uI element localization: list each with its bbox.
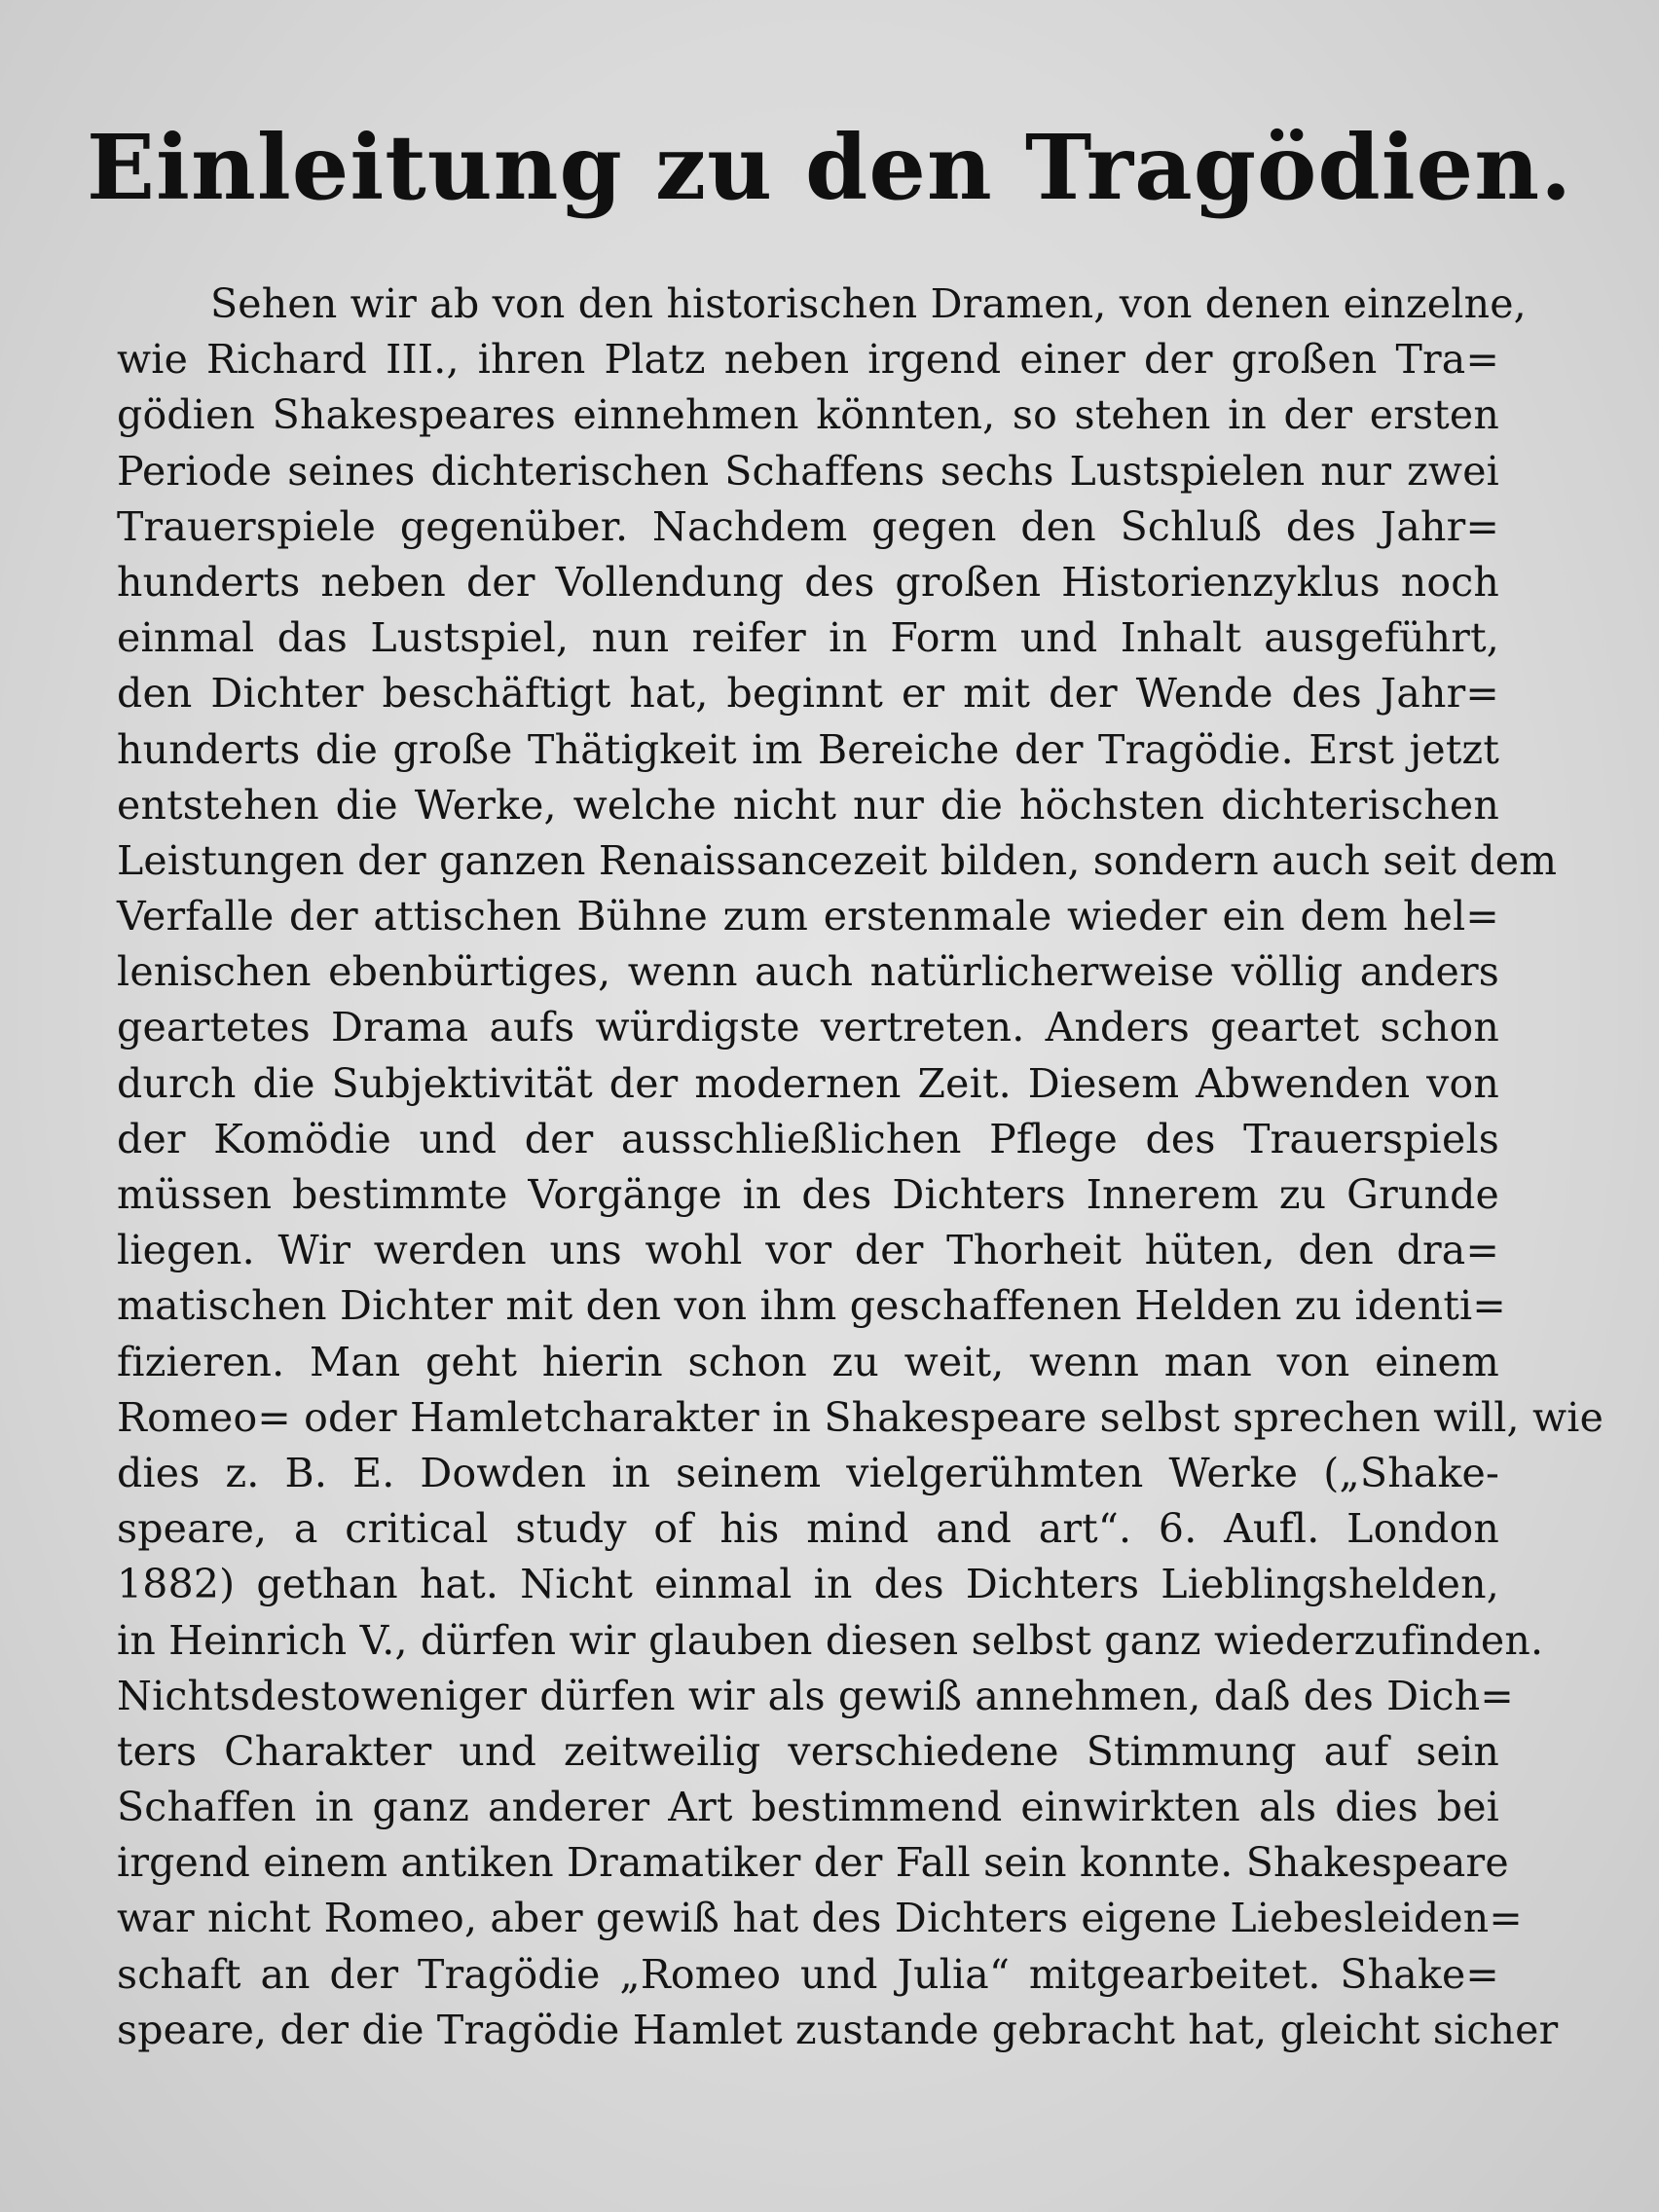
text-line: müssen bestimmte Vorgänge in des Dichters Innerem zu Grunde (117, 1171, 1499, 1218)
text-line: gödien Shakespeares einnehmen könnten, so stehen in der ersten (117, 391, 1499, 439)
text-line: 1882) gethan hat. Nicht einmal in des Dichters Lieblingshelden, (117, 1561, 1499, 1608)
text-line: Periode seines dichterischen Schaffens sechs Lustspielen nur zwei (117, 447, 1499, 495)
text-line: hunderts die große Thätigkeit im Bereiche der Tragödie. Erst jetzt (117, 725, 1499, 773)
text-line: speare, der die Tragödie Hamlet zustande gebracht hat, gleicht sicher (117, 2006, 1559, 2053)
text-line: Schaffen in ganz anderer Art bestimmend einwirkten als dies bei (117, 1784, 1499, 1831)
text-line: lenischen ebenbürtiges, wenn auch natürlicherweise völlig anders (117, 948, 1499, 996)
text-line: den Dichter beschäftigt hat, beginnt er mit der Wende des Jahr= (117, 670, 1499, 718)
text-line: Trauerspiele gegenüber. Nachdem gegen den Schluß des Jahr= (117, 502, 1499, 550)
text-line: speare, a critical study of his mind and art“. 6. Aufl. London (117, 1505, 1499, 1553)
page-title: Einleitung zu den Tragödien. (86, 115, 1573, 220)
text-line: Romeo= oder Hamletcharakter in Shakespeare selbst sprechen will, wie (117, 1393, 1604, 1441)
text-line: in Heinrich V., dürfen wir glauben diesen selbst ganz wiederzufinden. (117, 1616, 1544, 1664)
text-line: schaft an der Tragödie „Romeo und Julia“ mitgearbeitet. Shake= (117, 1950, 1499, 1998)
text-line: Leistungen der ganzen Renaissancezeit bilden, sondern auch seit dem (117, 836, 1558, 884)
body-paragraph (117, 276, 1604, 2058)
text-line: Sehen wir ab von den historischen Dramen, von denen einzelne, (210, 280, 1527, 327)
text-line: dies z. B. E. Dowden in seinem vielgerühmten Werke („Shake- (117, 1449, 1499, 1496)
text-line: liegen. Wir werden uns wohl vor der Thorheit hüten, den dra= (117, 1227, 1499, 1274)
text-line: hunderts neben der Vollendung des großen Historienzyklus noch (117, 558, 1499, 606)
text-line: irgend einem antiken Dramatiker der Fall sein konnte. Shakespeare (117, 1839, 1509, 1887)
text-line: geartetes Drama aufs würdigste vertreten. Anders geartet schon (117, 1004, 1499, 1051)
text-line: fizieren. Man geht hierin schon zu weit, wenn man von einem (117, 1338, 1499, 1385)
text-line: Verfalle der attischen Bühne zum erstenmale wieder ein dem hel= (117, 893, 1499, 940)
text-line: einmal das Lustspiel, nun reifer in Form und Inhalt ausgeführt, (117, 614, 1499, 662)
text-line: ters Charakter und zeitweilig verschiedene Stimmung auf sein (117, 1727, 1499, 1775)
text-line: Nichtsdestoweniger dürfen wir als gewiß annehmen, daß des Dich= (117, 1672, 1514, 1719)
text-line: entstehen die Werke, welche nicht nur die höchsten dichterischen (117, 781, 1499, 829)
text-line: wie Richard III., ihren Platz neben irgend einer der großen Tra= (117, 336, 1499, 384)
text-line: durch die Subjektivität der modernen Zeit. Diesem Abwenden von (117, 1059, 1499, 1107)
text-line: der Komödie und der ausschließlichen Pflege des Trauerspiels (117, 1115, 1499, 1162)
text-line: matischen Dichter mit den von ihm geschaffenen Helden zu identi= (117, 1282, 1506, 1330)
text-line: war nicht Romeo, aber gewiß hat des Dichters eigene Liebesleiden= (117, 1895, 1523, 1942)
